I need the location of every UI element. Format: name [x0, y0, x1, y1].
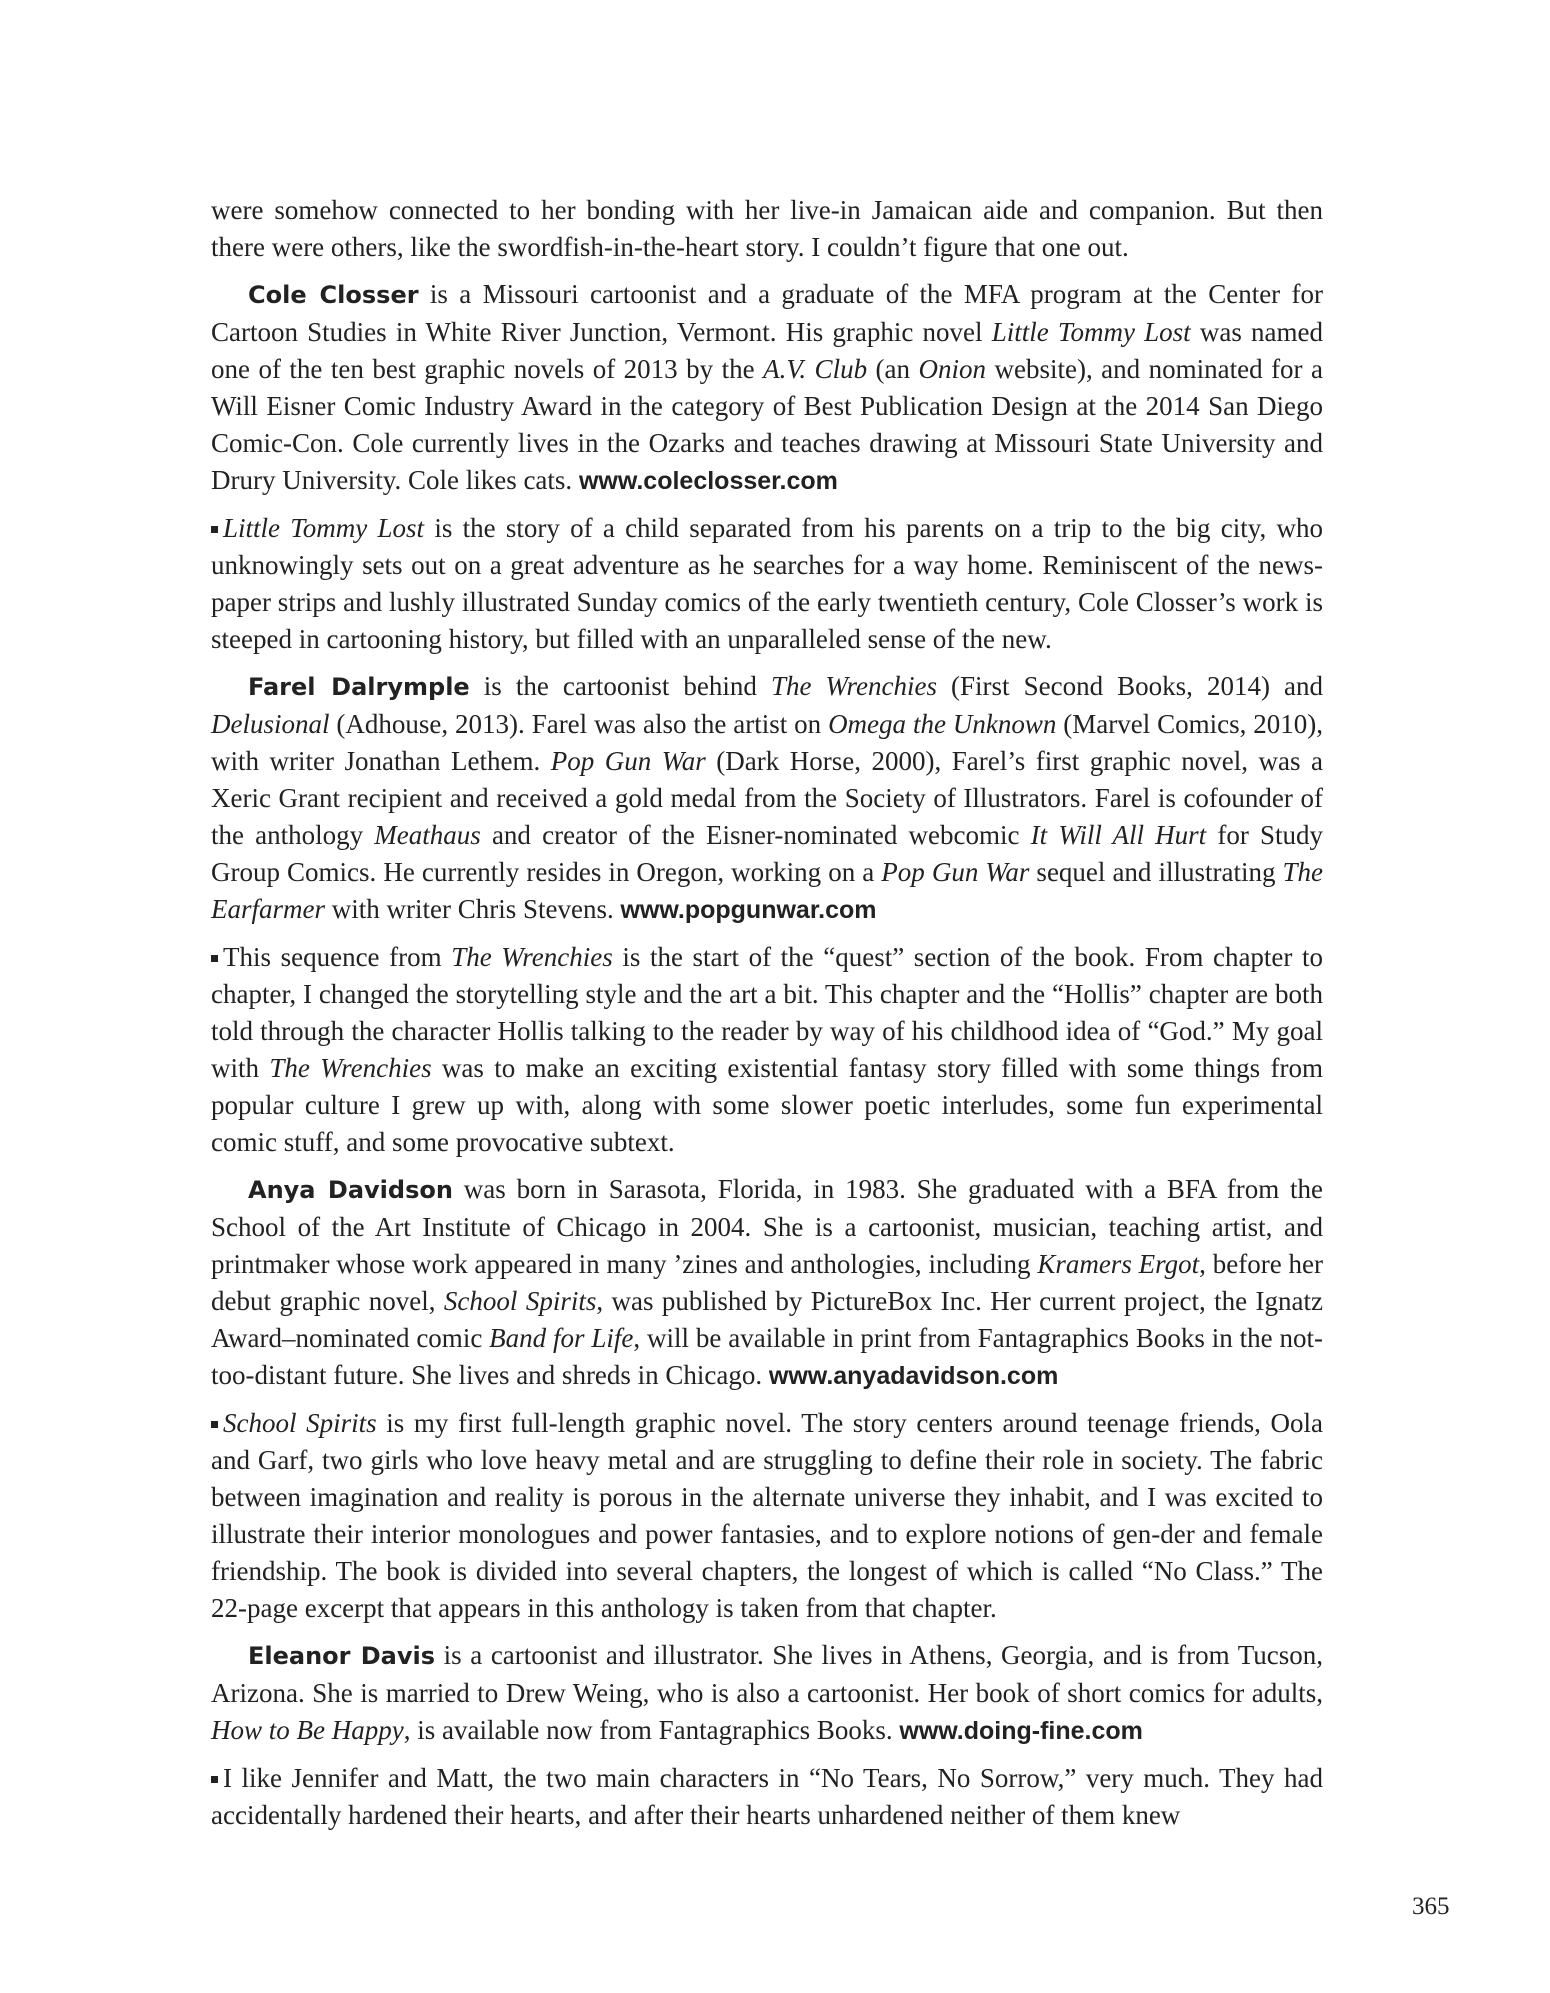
title-italic: The Wrenchies [451, 942, 613, 972]
paragraph-continuation [211, 192, 1323, 266]
text-segment: , is available now from Fantagraphics Books. [403, 1715, 900, 1745]
title-italic: The Wrenchies [269, 1053, 432, 1083]
contributor-name: Anya Davidson [248, 1176, 453, 1204]
contributor-url: www.anyadavidson.com [768, 1362, 1059, 1390]
text-segment: for Study Group Comics. He currently resides in Oregon, working on a [211, 820, 1323, 887]
text-segment: with writer Chris Stevens. [325, 894, 621, 924]
title-italic: School Spirits [443, 1286, 597, 1316]
title-italic: The Wrenchies [770, 671, 937, 701]
bullet-icon [211, 1421, 218, 1428]
page-body [211, 192, 1323, 1844]
text-segment: (Dark Horse, 2000), Farel’s first graphic novel, was a Xeric Grant recipient and received a gold medal from the Society of Illustrators. Farel is cofounder of the anthology [211, 746, 1323, 850]
title-italic: A.V. Club [763, 354, 868, 384]
text-segment: , will be available in print from Fantagraphics Books in the not-too-distant future. She lives and shreds in Chicago. [211, 1323, 1323, 1390]
statement-anya-davidson [211, 1405, 1323, 1627]
bio-anya-davidson [211, 1171, 1323, 1395]
title-italic: School Spirits [223, 1408, 377, 1438]
title-italic: Band for Life [489, 1323, 634, 1353]
contributor-name: Farel Dalrymple [248, 673, 470, 701]
text-segment: (Adhouse, 2013). Farel was also the artist on [329, 709, 829, 739]
statement-farel-dalrymple [211, 939, 1323, 1161]
text-segment: (Marvel Comics, 2010), with writer Jonathan Lethem. [211, 709, 1324, 776]
title-italic: Kramers Ergot [1037, 1249, 1200, 1279]
text-segment: I like Jennifer and Matt, the two main characters in “No Tears, No Sorrow,” very much. They had accidentally hardened their hearts, and after their hearts unhardened neither of them knew [211, 1763, 1323, 1830]
statement-eleanor-davis [211, 1760, 1323, 1834]
text-segment: was to make an exciting existential fantasy story filled with some things from popular culture I grew up with, along with some slower poetic interludes, some fun experimental comic stuff, and some provocative subtext. [211, 1053, 1323, 1157]
text-segment: is the cartoonist behind [469, 671, 771, 701]
text-segment: (an [867, 354, 919, 384]
title-italic: Delusional [211, 709, 330, 739]
text-segment: , was published by PictureBox Inc. Her current project, the Ignatz Award–nominated comic [211, 1286, 1323, 1353]
text-segment: was named one of the ten best graphic novels of 2013 by the [211, 317, 1323, 384]
text-segment: (First Second Books, 2014) and [936, 671, 1324, 701]
title-italic: Pop Gun War [550, 746, 706, 776]
text-segment: were somehow connected to her bonding with her live-in Jamaican aide and companion. But then there were others, like the swordfish-in-the-heart story. I couldn’t figure that one out. [211, 195, 1323, 262]
contributor-url: www.popgunwar.com [620, 896, 877, 924]
title-italic: The Earfarmer [211, 857, 1324, 924]
text-segment: , before her debut graphic novel, [211, 1249, 1323, 1316]
bio-cole-closser [211, 276, 1323, 500]
text-segment: is a cartoonist and illustrator. She lives in Athens, Georgia, and is from Tucson, Arizona. She is married to Drew Weing, who is also a cartoonist. Her book of short comics for adults, [211, 1640, 1323, 1708]
text-segment: and creator of the Eisner-nominated webcomic [480, 820, 1031, 850]
text-segment: is the story of a child separated from his parents on a trip to the big city, who unknowingly sets out on a great adventure as he searches for a way home. Reminiscent of the news-paper strips and lushly illustrated Sunday comics of the early twentieth century, Cole Closser’s work is steeped in cartooning history, but filled with an unparalleled sense of the new. [211, 513, 1323, 654]
title-italic: Pop Gun War [881, 857, 1030, 887]
text-segment: is my first full-length graphic novel. The story centers around teenage friends, Oola and Garf, two girls who love heavy metal and are struggling to define their role in society. The fabric between imagination and reality is porous in the alternate universe they inhabit, and I was excited to illustrate their interior monologues and power fantasies, and to explore notions of gen-der and female friendship. The book is divided into several chapters, the longest of which is called “No Class.” The 22-page excerpt that appears in this anthology is taken from that chapter. [211, 1408, 1323, 1623]
contributor-url: www.coleclosser.com [578, 467, 838, 495]
contributor-name: Eleanor Davis [248, 1642, 435, 1670]
text-segment: sequel and illustrating [1029, 857, 1283, 887]
title-italic: Omega the Unknown [828, 709, 1057, 739]
title-italic: Meathaus [374, 820, 481, 850]
bullet-icon [211, 1776, 218, 1783]
title-italic: It Will All Hurt [1030, 820, 1207, 850]
bio-eleanor-davis [211, 1637, 1323, 1750]
contributor-url: www.doing-fine.com [899, 1717, 1143, 1745]
bullet-icon [211, 526, 218, 533]
statement-cole-closser [211, 510, 1323, 658]
page-number: 365 [1412, 1893, 1450, 1920]
text-segment: This sequence from [223, 942, 452, 972]
title-italic: Little Tommy Lost [223, 513, 425, 543]
text-segment: is a Missouri cartoonist and a graduate of the MFA program at the Center for Cartoon Studies in White River Junction, Vermont. His graphic novel [211, 279, 1323, 347]
title-italic: How to Be Happy [211, 1715, 404, 1745]
text-segment: website), and nominated for a Will Eisner Comic Industry Award in the category of Best Publication Design at the 2014 San Diego Comic-Con. Cole currently lives in the Ozarks and teaches drawing at Missouri State University and Drury University. Cole likes cats. [211, 354, 1324, 495]
title-italic: Little Tommy Lost [991, 317, 1191, 347]
bio-farel-dalrymple [211, 668, 1323, 929]
contributor-name: Cole Closser [248, 281, 419, 309]
bullet-icon [211, 955, 218, 962]
title-italic: Onion [918, 354, 986, 384]
text-segment: is the start of the “quest” section of the book. From chapter to chapter, I changed the storytelling style and the art a bit. This chapter and the “Hollis” chapter are both told through the character Hollis talking to the reader by way of his childhood idea of “God.” My goal with [211, 942, 1324, 1083]
text-segment: was born in Sarasota, Florida, in 1983. She graduated with a BFA from the School of the Art Institute of Chicago in 2004. She is a cartoonist, musician, teaching artist, and printmaker whose work appeared in many ’zines and anthologies, including [211, 1174, 1323, 1279]
